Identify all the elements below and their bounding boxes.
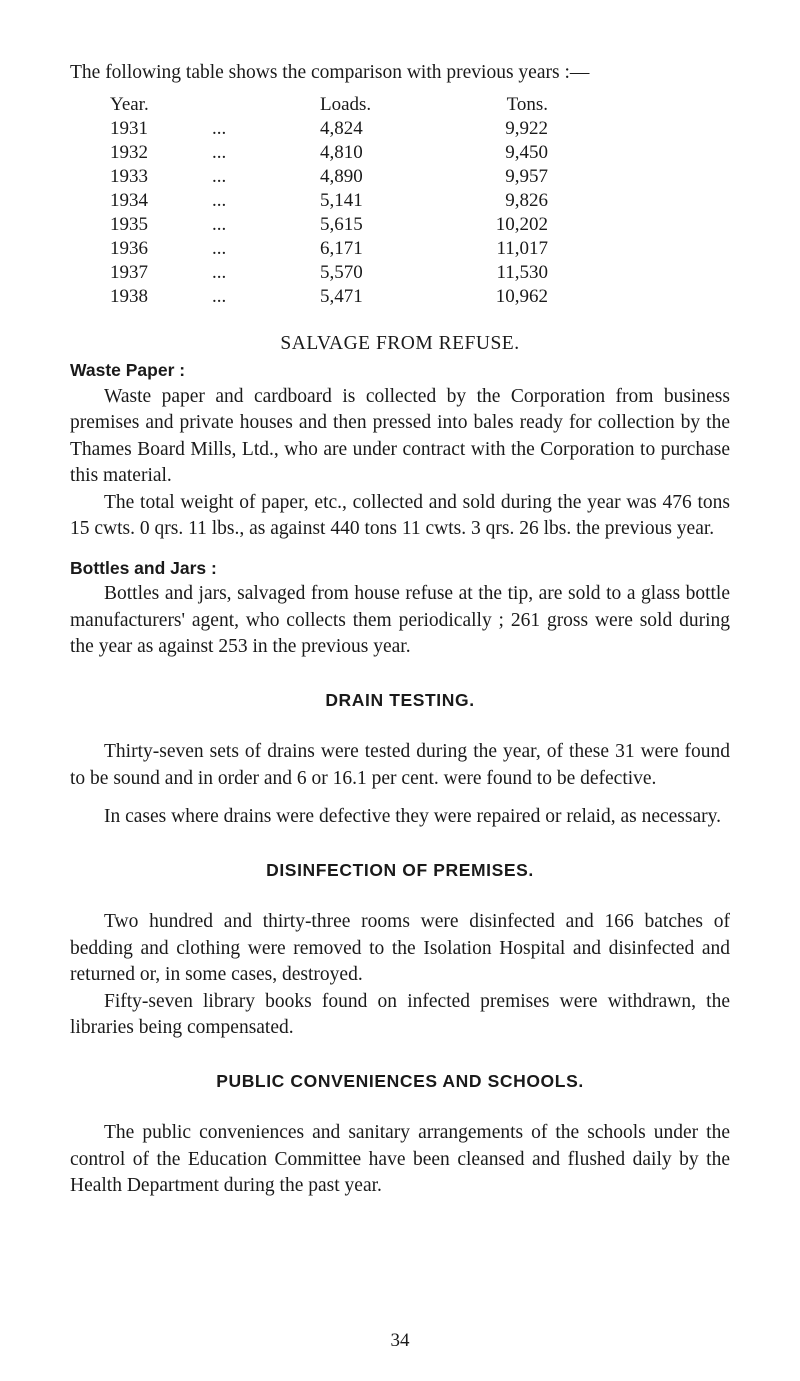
row-loads: 5,141 bbox=[320, 189, 363, 211]
page-number: 34 bbox=[390, 1330, 410, 1351]
comparison-table bbox=[110, 93, 548, 309]
table-row bbox=[110, 237, 548, 261]
spacer bbox=[70, 792, 730, 804]
row-tons: 11,017 bbox=[496, 237, 548, 259]
row-tons: 11,530 bbox=[496, 261, 548, 283]
spacer bbox=[70, 831, 730, 857]
row-loads: 4,890 bbox=[320, 165, 363, 187]
table-header-row bbox=[110, 93, 548, 117]
spacer bbox=[70, 661, 730, 687]
row-leader-dots: ... bbox=[212, 237, 227, 259]
row-tons: 9,826 bbox=[505, 189, 548, 211]
spacer bbox=[70, 713, 730, 739]
row-tons: 9,957 bbox=[505, 165, 548, 187]
bottles-paragraph: Bottles and jars, salvaged from house refuse at the tip, are sold to a glass bottle manufacturers' agent, who collects them periodically ; 261 gross were sold during the year as against 253 in the previous year. bbox=[70, 583, 730, 657]
table-row bbox=[110, 141, 548, 165]
row-loads: 4,810 bbox=[320, 141, 363, 163]
row-tons: 10,962 bbox=[495, 285, 548, 307]
conveniences-heading: PUBLIC CONVENIENCES AND SCHOOLS. bbox=[216, 1070, 584, 1091]
table-row bbox=[110, 189, 548, 213]
row-loads: 4,824 bbox=[320, 117, 363, 139]
header-loads: Loads. bbox=[320, 93, 372, 115]
waste-paper-heading: Waste Paper : bbox=[70, 360, 186, 380]
spacer bbox=[70, 883, 730, 909]
bottles-heading: Bottles and Jars : bbox=[70, 557, 217, 578]
header-year: Year. bbox=[110, 93, 149, 115]
conveniences-paragraph: The public conveniences and sanitary arrangements of the schools under the control of the Education Committee have been cleansed and flushed daily by the Health Department during the past year. bbox=[70, 1122, 730, 1196]
spacer bbox=[70, 1042, 730, 1068]
row-year: 1935 bbox=[110, 213, 148, 235]
row-year: 1931 bbox=[110, 117, 148, 139]
intro-paragraph: The following table shows the comparison with previous years :— bbox=[70, 62, 590, 83]
table-row bbox=[110, 165, 548, 189]
row-year: 1934 bbox=[110, 189, 148, 211]
drain-paragraph-2: In cases where drains were defective they were repaired or relaid, as necessary. bbox=[104, 806, 721, 827]
row-year: 1933 bbox=[110, 165, 148, 187]
drain-paragraph-1: Thirty-seven sets of drains were tested during the year, of these 31 were found to be sound and in order and 6 or 16.1 per cent. were found to be defective. bbox=[70, 741, 730, 789]
document-page bbox=[70, 60, 730, 1200]
waste-paper-paragraph-1: Waste paper and cardboard is collected by the Corporation from business premises and private houses and then pressed into bales ready for collection by the Thames Board Mills, Ltd., who are under contract with the Corporation to purchase this material. bbox=[70, 385, 730, 486]
row-tons: 9,450 bbox=[505, 141, 548, 163]
row-leader-dots: ... bbox=[212, 117, 227, 139]
header-tons: Tons. bbox=[506, 93, 548, 115]
row-loads: 6,171 bbox=[320, 237, 363, 259]
spacer bbox=[70, 1094, 730, 1120]
row-loads: 5,615 bbox=[320, 213, 363, 235]
waste-paper-paragraph-2: The total weight of paper, etc., collected and sold during the year was 476 tons 15 cwts. 0 qrs. 11 lbs., as against 440 tons 11 cwts. 3 qrs. 26 lbs. the previous year. bbox=[70, 491, 730, 539]
row-tons: 10,202 bbox=[495, 213, 548, 235]
drain-testing-heading: DRAIN TESTING. bbox=[325, 689, 475, 710]
table-row bbox=[110, 285, 548, 309]
disinfection-paragraph-1: Two hundred and thirty-three rooms were disinfected and 166 batches of bedding and clothing were removed to the Isolation Hospital and disinfected and returned or, in some cases, destroyed. bbox=[70, 911, 730, 985]
row-leader-dots: ... bbox=[212, 285, 227, 307]
row-leader-dots: ... bbox=[212, 165, 227, 187]
row-year: 1938 bbox=[110, 285, 148, 307]
row-year: 1937 bbox=[110, 261, 148, 283]
row-leader-dots: ... bbox=[212, 189, 227, 211]
spacer bbox=[70, 543, 730, 555]
disinfection-heading: DISINFECTION OF PREMISES. bbox=[266, 859, 534, 880]
row-loads: 5,570 bbox=[320, 261, 363, 283]
row-year: 1932 bbox=[110, 141, 148, 163]
disinfection-paragraph-2: Fifty-seven library books found on infected premises were withdrawn, the libraries being compensated. bbox=[70, 990, 730, 1038]
table-row bbox=[110, 213, 548, 237]
row-year: 1936 bbox=[110, 237, 148, 259]
row-tons: 9,922 bbox=[505, 117, 548, 139]
row-leader-dots: ... bbox=[212, 261, 227, 283]
header-spacer bbox=[202, 93, 320, 117]
table-row bbox=[110, 117, 548, 141]
row-leader-dots: ... bbox=[212, 141, 227, 163]
salvage-heading: SALVAGE FROM REFUSE. bbox=[280, 332, 520, 354]
row-loads: 5,471 bbox=[320, 285, 363, 307]
table-row bbox=[110, 261, 548, 285]
row-leader-dots: ... bbox=[212, 213, 227, 235]
